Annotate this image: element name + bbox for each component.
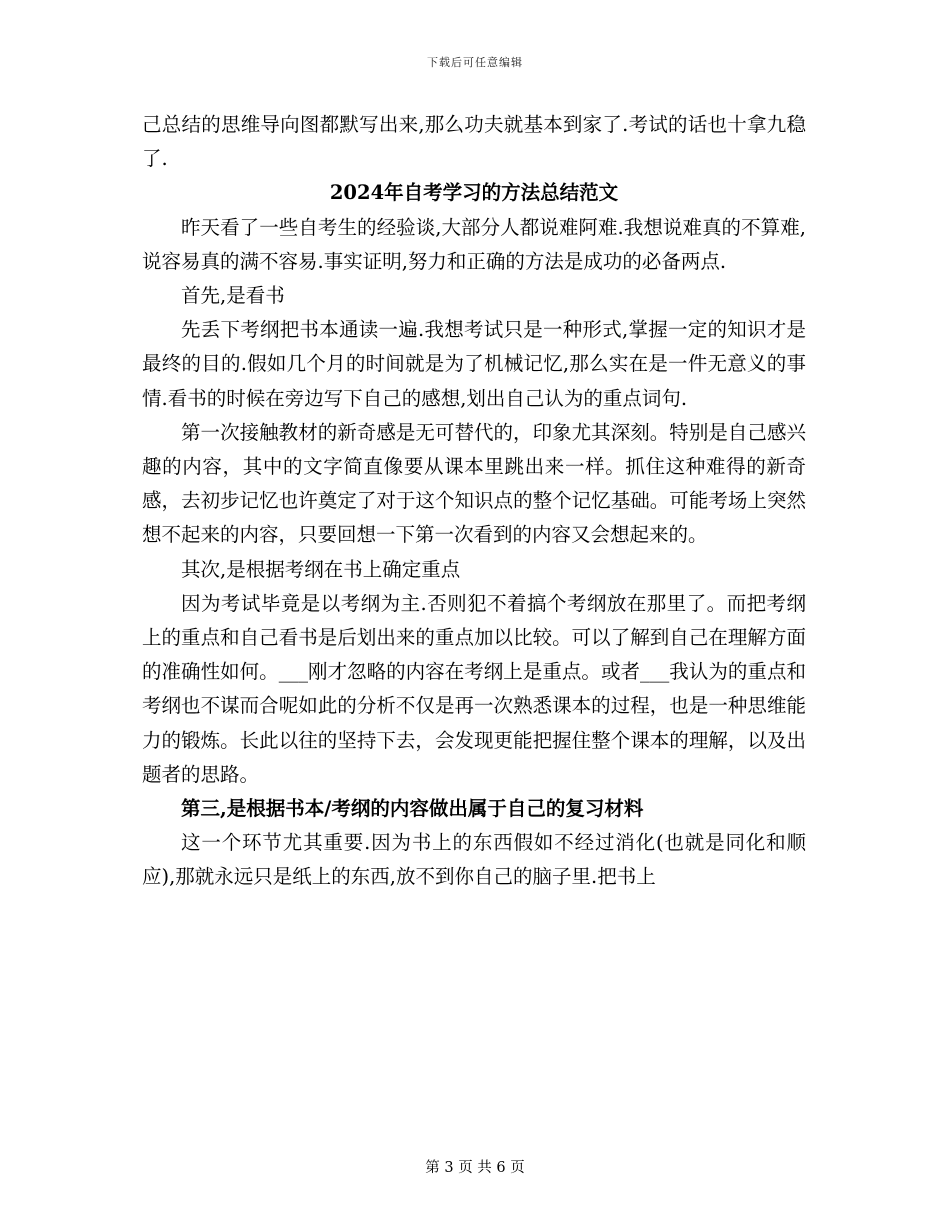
paragraph-review-material: 这一个环节尤其重要.因为书上的东西假如不经过消化(也就是同化和顺应),那就永远只是纸上的东西,放不到你自己的脑子里.把书上 xyxy=(142,831,806,889)
document-title: 2024年自考学习的方法总结范文 xyxy=(329,181,619,205)
paragraph-intro: 昨天看了一些自考生的经验谈,大部分人都说难阿难.我想说难真的不算难,说容易真的满不容易.事实证明,努力和正确的方法是成功的必备两点. xyxy=(142,215,806,273)
paragraph-first-contact: 第一次接触教材的新奇感是无可替代的，印象尤其深刻。特别是自己感兴趣的内容，其中的文字简直像要从课本里跳出来一样。抓住这种难得的新奇感，去初步记忆也许奠定了对于这个知识点的整个记忆基础。可能考场上突然想不起来的内容，只要回想一下第一次看到的内容又会想起来的。 xyxy=(142,420,806,547)
paragraph-syllabus: 因为考试毕竟是以考纲为主.否则犯不着搞个考纲放在那里了。而把考纲上的重点和自己看书是后划出来的重点加以比较。可以了解到自己在理解方面的准确性如何。___刚才忽略的内容在考纲上是重点。或者___我认为的重点和考纲也不谋而合呢如此的分析不仅是再一次熟悉课本的过程，也是一种思维能力的锻炼。长此以往的坚持下去，会发现更能把握住整个课本的理解，以及出题者的思路。 xyxy=(142,591,806,786)
document-body xyxy=(142,108,806,895)
paragraph-read-book: 先丢下考纲把书本通读一遍.我想考试只是一种形式,掌握一定的知识才是最终的目的.假如几个月的时间就是为了机械记忆,那么实在是一件无意义的事情.看书的时候在旁边写下自己的感想,划出自己认为的重点词句. xyxy=(142,318,806,410)
page-number: 第 3 页 共 6 页 xyxy=(425,1160,525,1176)
section-heading-third: 第三,是根据书本/考纲的内容做出属于自己的复习材料 xyxy=(181,797,644,821)
section-heading-second: 其次,是根据考纲在书上确定重点 xyxy=(181,557,461,581)
section-heading-first: 首先,是看书 xyxy=(181,284,285,308)
page-header-note: 下载后可任意编辑 xyxy=(427,56,523,69)
continuation-paragraph: 己总结的思维导向图都默写出来,那么功夫就基本到家了.考试的话也十拿九稳了. xyxy=(142,113,806,171)
